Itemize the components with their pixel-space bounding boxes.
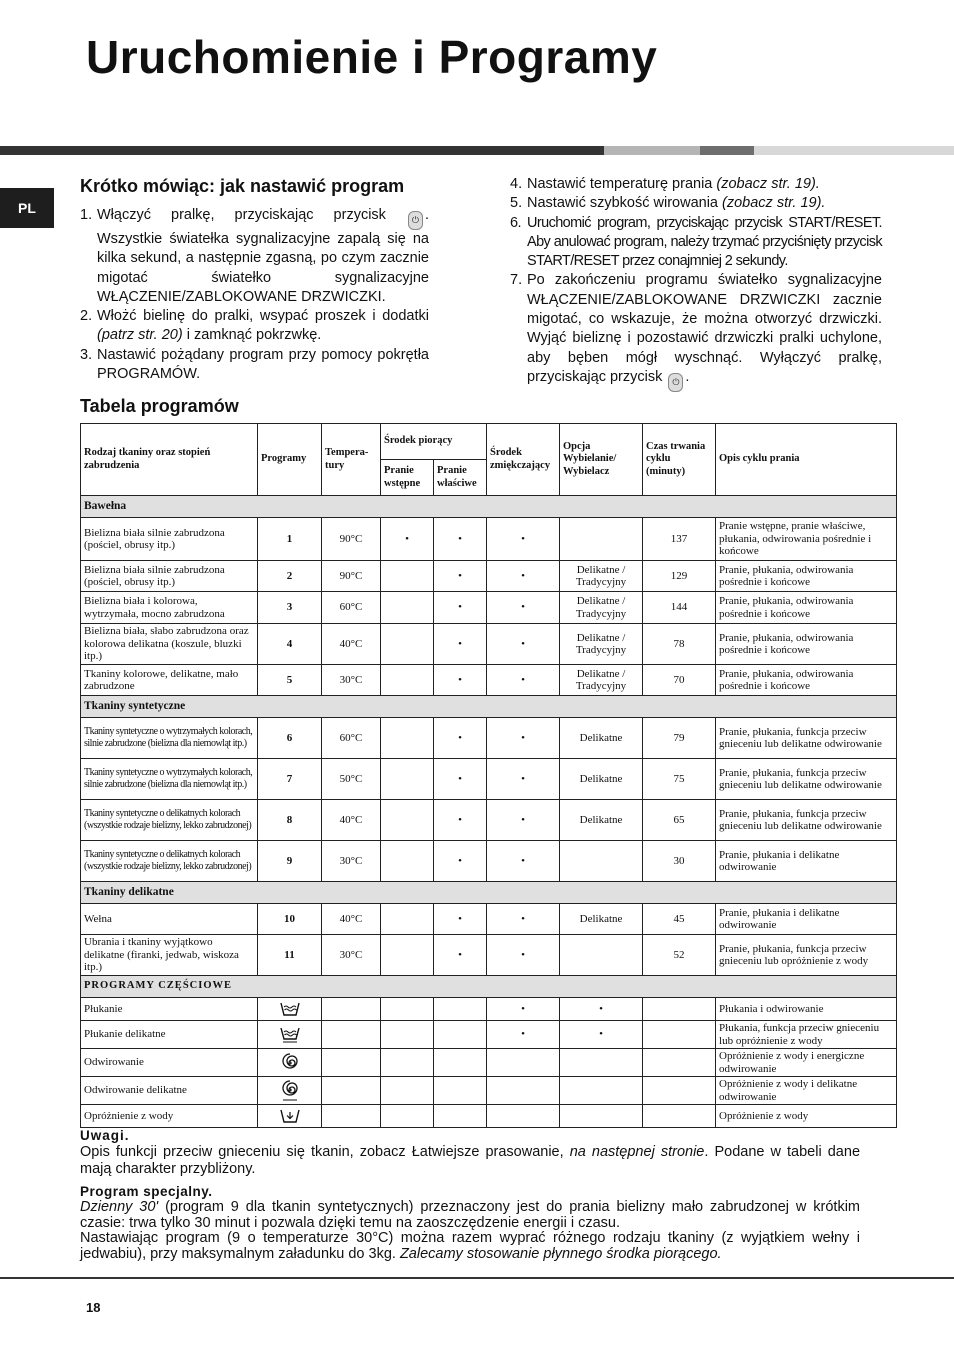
cell-duration: 129 bbox=[643, 561, 716, 592]
cell-temp: 30°C bbox=[322, 841, 381, 882]
power-button-icon: ⏻ bbox=[668, 373, 683, 392]
cell-duration bbox=[643, 1021, 716, 1049]
table-heading: Tabela programów bbox=[80, 396, 239, 416]
cell-softener bbox=[487, 1105, 560, 1128]
cell-duration: 65 bbox=[643, 800, 716, 841]
cell-description: Płukania i odwirowanie bbox=[716, 998, 897, 1021]
cell-mainwash bbox=[434, 1105, 487, 1128]
step-7: 7. Po zakończeniu programu światełko sygnalizacyjne WŁĄCZENIE/ZABLOKOWANE DRZWICZKI zacznie migotać, co wskazuje, że można otworzyć drzwiczki. Wyjąć bieliznę i pozostawić drzwiczki pralki uchylone, aby bęben mógł wyschnąć. Wyłączyć pralkę, przyciskając przycisk ⏻ . bbox=[510, 271, 882, 391]
cell-prewash bbox=[381, 841, 434, 882]
section-row-cotton: Bawełna bbox=[81, 496, 897, 518]
cell-fabric: Tkaniny syntetyczne o delikatnych kolorach (wszystkie rodzaje bielizny, lekko zabrudzonej) bbox=[81, 841, 258, 882]
cell-mainwash: • bbox=[434, 665, 487, 696]
step-6: 6. Uruchomić program, przyciskając przycisk START/RESET. Aby anulować program, należy trzymać przyciśnięty przycisk START/RESET przez conajmniej 2 sekundy. bbox=[510, 214, 882, 270]
cell-prewash: • bbox=[381, 518, 434, 561]
table-row bbox=[81, 759, 897, 800]
cell-prewash bbox=[381, 718, 434, 759]
cell-bleach: Delikatne / Tradycyjny bbox=[560, 561, 643, 592]
cell-prewash bbox=[381, 1077, 434, 1105]
cell-temp bbox=[322, 1077, 381, 1105]
cell-program: 2 bbox=[258, 561, 322, 592]
cell-temp bbox=[322, 1049, 381, 1077]
cell-fabric: Płukanie bbox=[81, 998, 258, 1021]
cell-program: 10 bbox=[258, 904, 322, 935]
cell-fabric: Odwirowanie bbox=[81, 1049, 258, 1077]
steps-left bbox=[80, 206, 429, 384]
header-fabric: Rodzaj tkaniny oraz stopień zabrudzenia bbox=[81, 424, 258, 496]
cell-description: Pranie, płukania, funkcja przeciw gnieceniu lub delikatne odwirowanie bbox=[716, 718, 897, 759]
power-button-icon: ⏻ bbox=[408, 211, 423, 230]
header-temp: Tempera-tury bbox=[322, 424, 381, 496]
cell-bleach bbox=[560, 841, 643, 882]
cell-fabric: Tkaniny syntetyczne o wytrzymałych kolorach, silnie zabrudzone (bielizna dla niemowląt itp.) bbox=[81, 759, 258, 800]
cell-mainwash bbox=[434, 1021, 487, 1049]
cell-mainwash: • bbox=[434, 800, 487, 841]
cell-program: 4 bbox=[258, 624, 322, 665]
section-row-partial: PROGRAMY CZĘŚCIOWE bbox=[81, 976, 897, 998]
cell-bleach: Delikatne bbox=[560, 904, 643, 935]
cell-fabric: Bielizna biała i kolorowa, wytrzymała, mocno zabrudzona bbox=[81, 592, 258, 624]
cell-fabric: Tkaniny syntetyczne o wytrzymałych kolorach, silnie zabrudzone (bielizna dla niemowląt itp.) bbox=[81, 718, 258, 759]
cell-prewash bbox=[381, 998, 434, 1021]
cell-bleach: Delikatne / Tradycyjny bbox=[560, 624, 643, 665]
cell-description: Pranie wstępne, pranie właściwe, płukania, odwirowania pośrednie i końcowe bbox=[716, 518, 897, 561]
cell-softener: • bbox=[487, 518, 560, 561]
cell-fabric: Bielizna biała silnie zabrudzona (pościel, obrusy itp.) bbox=[81, 561, 258, 592]
section-row-synthetics: Tkaniny syntetyczne bbox=[81, 696, 897, 718]
cell-program-icon bbox=[258, 998, 322, 1021]
cell-softener: • bbox=[487, 759, 560, 800]
cell-temp: 40°C bbox=[322, 624, 381, 665]
header-mainwash: Pranie właściwe bbox=[434, 460, 487, 496]
cell-duration bbox=[643, 1077, 716, 1105]
cell-program-icon bbox=[258, 1105, 322, 1128]
cell-mainwash: • bbox=[434, 841, 487, 882]
cell-prewash bbox=[381, 800, 434, 841]
cell-description: Opróżnienie z wody i energiczne odwirowanie bbox=[716, 1049, 897, 1077]
cell-prewash bbox=[381, 1105, 434, 1128]
cell-duration: 70 bbox=[643, 665, 716, 696]
cell-description: Pranie, płukania i delikatne odwirowanie bbox=[716, 841, 897, 882]
cell-temp: 30°C bbox=[322, 665, 381, 696]
cell-bleach: Delikatne bbox=[560, 800, 643, 841]
cell-description: Pranie, płukania, odwirowania pośrednie i końcowe bbox=[716, 592, 897, 624]
rinse-icon bbox=[261, 1001, 318, 1017]
cell-fabric: Opróżnienie z wody bbox=[81, 1105, 258, 1128]
cell-temp: 40°C bbox=[322, 800, 381, 841]
step-2: 2. Włożć bielinę do pralki, wsypać proszek i dodatki (patrz str. 20) i zamknąć pokrzwkę. bbox=[80, 308, 429, 344]
header-softener: Środek zmiękczający bbox=[487, 424, 560, 496]
cell-duration: 30 bbox=[643, 841, 716, 882]
cell-description: Pranie, płukania, odwirowania pośrednie i końcowe bbox=[716, 665, 897, 696]
table-row bbox=[81, 904, 897, 935]
cell-program: 1 bbox=[258, 518, 322, 561]
header-description: Opis cyklu prania bbox=[716, 424, 897, 496]
header-stripe bbox=[0, 146, 954, 155]
notes-text: Opis funkcji przeciw gnieceniu się tkanin, zobacz Łatwiejsze prasowanie, na następnej stronie. Podane w tabeli dane mają charakter przybliżony. bbox=[80, 1144, 861, 1177]
header-detergent: Środek piorący bbox=[381, 424, 487, 460]
table-row bbox=[81, 592, 897, 624]
stripe-dark bbox=[0, 146, 604, 155]
cell-softener: • bbox=[487, 665, 560, 696]
cell-description: Pranie, płukania, odwirowania pośrednie i końcowe bbox=[716, 561, 897, 592]
cell-mainwash: • bbox=[434, 518, 487, 561]
cell-duration: 137 bbox=[643, 518, 716, 561]
cell-softener: • bbox=[487, 561, 560, 592]
table-row bbox=[81, 800, 897, 841]
cell-softener: • bbox=[487, 998, 560, 1021]
cell-duration: 52 bbox=[643, 935, 716, 976]
cell-prewash bbox=[381, 759, 434, 800]
cell-softener: • bbox=[487, 904, 560, 935]
cell-bleach: • bbox=[560, 1021, 643, 1049]
table-row bbox=[81, 624, 897, 665]
cell-softener bbox=[487, 1049, 560, 1077]
header-duration: Czas trwania cyklu (minuty) bbox=[643, 424, 716, 496]
cell-mainwash bbox=[434, 1077, 487, 1105]
cell-description: Pranie, płukania, funkcja przeciw gnieceniu lub delikatne odwirowanie bbox=[716, 800, 897, 841]
cell-fabric: Tkaniny syntetyczne o delikatnych kolorach (wszystkie rodzaje bielizny, lekko zabrudzonej) bbox=[81, 800, 258, 841]
table-row bbox=[81, 665, 897, 696]
cell-description: Pranie, płukania, odwirowania pośrednie i końcowe bbox=[716, 624, 897, 665]
cell-bleach: Delikatne / Tradycyjny bbox=[560, 665, 643, 696]
cell-duration: 75 bbox=[643, 759, 716, 800]
cell-mainwash: • bbox=[434, 718, 487, 759]
cell-duration: 79 bbox=[643, 718, 716, 759]
cell-mainwash: • bbox=[434, 935, 487, 976]
step-1: 1. Włączyć pralkę, przyciskając przycisk ⏻ . Wszystkie światełka sygnalizacyjne zapalą się na kilka sekund, a następnie zgasną, po czym zacznie migotać światełko sygnalizacyjne WŁĄCZENIE/ZABLOKOWANE DRZWICZKI. bbox=[80, 207, 429, 305]
cell-bleach: Delikatne bbox=[560, 759, 643, 800]
cell-fabric: Odwirowanie delikatne bbox=[81, 1077, 258, 1105]
header-programs: Programy bbox=[258, 424, 322, 496]
table-header-row bbox=[81, 424, 897, 460]
cell-program: 6 bbox=[258, 718, 322, 759]
cell-softener: • bbox=[487, 1021, 560, 1049]
cell-bleach: • bbox=[560, 998, 643, 1021]
cell-fabric: Tkaniny kolorowe, delikatne, mało zabrudzone bbox=[81, 665, 258, 696]
header-prewash: Pranie wstępne bbox=[381, 460, 434, 496]
table-row bbox=[81, 561, 897, 592]
special-text-1: Dzienny 30' (program 9 dla tkanin syntetycznych) przeznaczony jest do prania bielizny mało zabrudzonej w krótkim czasie: trwa tylko 30 minut i pozwala dzięki temu na zaoszczędzenie energii i czasu. bbox=[80, 1199, 861, 1231]
cell-softener: • bbox=[487, 592, 560, 624]
table-row bbox=[81, 998, 897, 1021]
cell-program: 8 bbox=[258, 800, 322, 841]
special-heading: Program specjalny. bbox=[80, 1184, 213, 1199]
language-tab: PL bbox=[0, 188, 54, 228]
table-row bbox=[81, 935, 897, 976]
cell-description: Opróżnienie z wody i delikatne odwirowanie bbox=[716, 1077, 897, 1105]
stripe-light bbox=[754, 146, 954, 155]
table-row bbox=[81, 1105, 897, 1128]
cell-fabric: Płukanie delikatne bbox=[81, 1021, 258, 1049]
cell-fabric: Ubrania i tkaniny wyjątkowo delikatne (firanki, jedwab, wiskoza itp.) bbox=[81, 935, 258, 976]
table-row bbox=[81, 1049, 897, 1077]
cell-program: 9 bbox=[258, 841, 322, 882]
cell-bleach: Delikatne / Tradycyjny bbox=[560, 592, 643, 624]
cell-temp: 60°C bbox=[322, 718, 381, 759]
cell-mainwash: • bbox=[434, 592, 487, 624]
cell-temp: 50°C bbox=[322, 759, 381, 800]
notes-heading: Uwagi. bbox=[80, 1128, 130, 1143]
cell-description: Płukania, funkcja przeciw gnieceniu lub opróżnienie z wody bbox=[716, 1021, 897, 1049]
cell-mainwash: • bbox=[434, 904, 487, 935]
cell-program: 7 bbox=[258, 759, 322, 800]
header-bleach: Opcja Wybielanie/ Wybielacz bbox=[560, 424, 643, 496]
cell-program: 5 bbox=[258, 665, 322, 696]
cell-bleach bbox=[560, 935, 643, 976]
cell-temp: 30°C bbox=[322, 935, 381, 976]
delicate-spin-icon bbox=[261, 1080, 318, 1102]
cell-prewash bbox=[381, 592, 434, 624]
cell-description: Opróżnienie z wody bbox=[716, 1105, 897, 1128]
page-number: 18 bbox=[86, 1300, 101, 1315]
cell-mainwash: • bbox=[434, 624, 487, 665]
cell-softener: • bbox=[487, 800, 560, 841]
notes-block bbox=[80, 1127, 860, 1262]
cell-mainwash bbox=[434, 998, 487, 1021]
section-row-delicates: Tkaniny delikatne bbox=[81, 882, 897, 904]
cell-temp: 60°C bbox=[322, 592, 381, 624]
cell-program-icon bbox=[258, 1049, 322, 1077]
program-table bbox=[80, 423, 897, 1128]
table-row bbox=[81, 518, 897, 561]
cell-description: Pranie, płukania, funkcja przeciw gnieceniu lub delikatne odwirowanie bbox=[716, 759, 897, 800]
cell-softener bbox=[487, 1077, 560, 1105]
cell-bleach bbox=[560, 1077, 643, 1105]
cell-prewash bbox=[381, 624, 434, 665]
step-5: 5. Nastawić szybkość wirowania (zobacz str. 19). bbox=[510, 195, 826, 212]
cell-bleach bbox=[560, 518, 643, 561]
cell-prewash bbox=[381, 935, 434, 976]
table-row bbox=[81, 1077, 897, 1105]
cell-bleach bbox=[560, 1105, 643, 1128]
table-row bbox=[81, 718, 897, 759]
cell-program-icon bbox=[258, 1021, 322, 1049]
cell-softener: • bbox=[487, 841, 560, 882]
footer-rule bbox=[0, 1277, 954, 1279]
stripe-mid bbox=[604, 146, 700, 155]
cell-duration bbox=[643, 1049, 716, 1077]
table-row bbox=[81, 841, 897, 882]
cell-prewash bbox=[381, 665, 434, 696]
delicate-rinse-icon bbox=[261, 1026, 318, 1044]
cell-duration bbox=[643, 1105, 716, 1128]
cell-temp bbox=[322, 1105, 381, 1128]
steps-right bbox=[510, 175, 882, 392]
stripe-dark2 bbox=[700, 146, 754, 155]
table-row bbox=[81, 1021, 897, 1049]
cell-duration: 144 bbox=[643, 592, 716, 624]
cell-temp bbox=[322, 1021, 381, 1049]
cell-fabric: Wełna bbox=[81, 904, 258, 935]
cell-program: 3 bbox=[258, 592, 322, 624]
cell-bleach: Delikatne bbox=[560, 718, 643, 759]
cell-mainwash: • bbox=[434, 759, 487, 800]
cell-fabric: Bielizna biała silnie zabrudzona (pościel, obrusy itp.) bbox=[81, 518, 258, 561]
cell-temp: 90°C bbox=[322, 518, 381, 561]
page-title: Uruchomienie i Programy bbox=[86, 31, 658, 83]
special-text-2: Nastawiając program (9 o temperaturze 30°C) można razem wyprać różnego rodzaju tkaniny (z wyjątkiem wełny i jedwabiu), przy maksymalnym załadunku do 3kg. Zalecamy stosowanie płynnego środka piorącego. bbox=[80, 1230, 860, 1262]
cell-duration: 78 bbox=[643, 624, 716, 665]
cell-softener: • bbox=[487, 935, 560, 976]
cell-temp: 90°C bbox=[322, 561, 381, 592]
cell-temp: 40°C bbox=[322, 904, 381, 935]
cell-program: 11 bbox=[258, 935, 322, 976]
cell-prewash bbox=[381, 904, 434, 935]
spin-icon bbox=[261, 1053, 318, 1073]
cell-description: Pranie, płukania i delikatne odwirowanie bbox=[716, 904, 897, 935]
drain-icon bbox=[261, 1108, 318, 1124]
cell-prewash bbox=[381, 1049, 434, 1077]
cell-softener: • bbox=[487, 718, 560, 759]
cell-fabric: Bielizna biała, słabo zabrudzona oraz kolorowa delikatna (koszule, bluzki itp.) bbox=[81, 624, 258, 665]
cell-prewash bbox=[381, 561, 434, 592]
cell-duration: 45 bbox=[643, 904, 716, 935]
cell-mainwash: • bbox=[434, 561, 487, 592]
cell-temp bbox=[322, 998, 381, 1021]
cell-softener: • bbox=[487, 624, 560, 665]
cell-bleach bbox=[560, 1049, 643, 1077]
cell-mainwash bbox=[434, 1049, 487, 1077]
cell-program-icon bbox=[258, 1077, 322, 1105]
cell-duration bbox=[643, 998, 716, 1021]
cell-prewash bbox=[381, 1021, 434, 1049]
step-3: 3. Nastawić pożądany program przy pomocy pokrętła PROGRAMÓW. bbox=[80, 346, 429, 383]
step-4: 4. Nastawić temperaturę prania (zobacz str. 19). bbox=[510, 176, 820, 192]
quick-heading: Krótko mówiąc: jak nastawić program bbox=[80, 176, 405, 196]
cell-description: Pranie, płukania, funkcja przeciw gnieceniu lub opróżnienie z wody bbox=[716, 935, 897, 976]
